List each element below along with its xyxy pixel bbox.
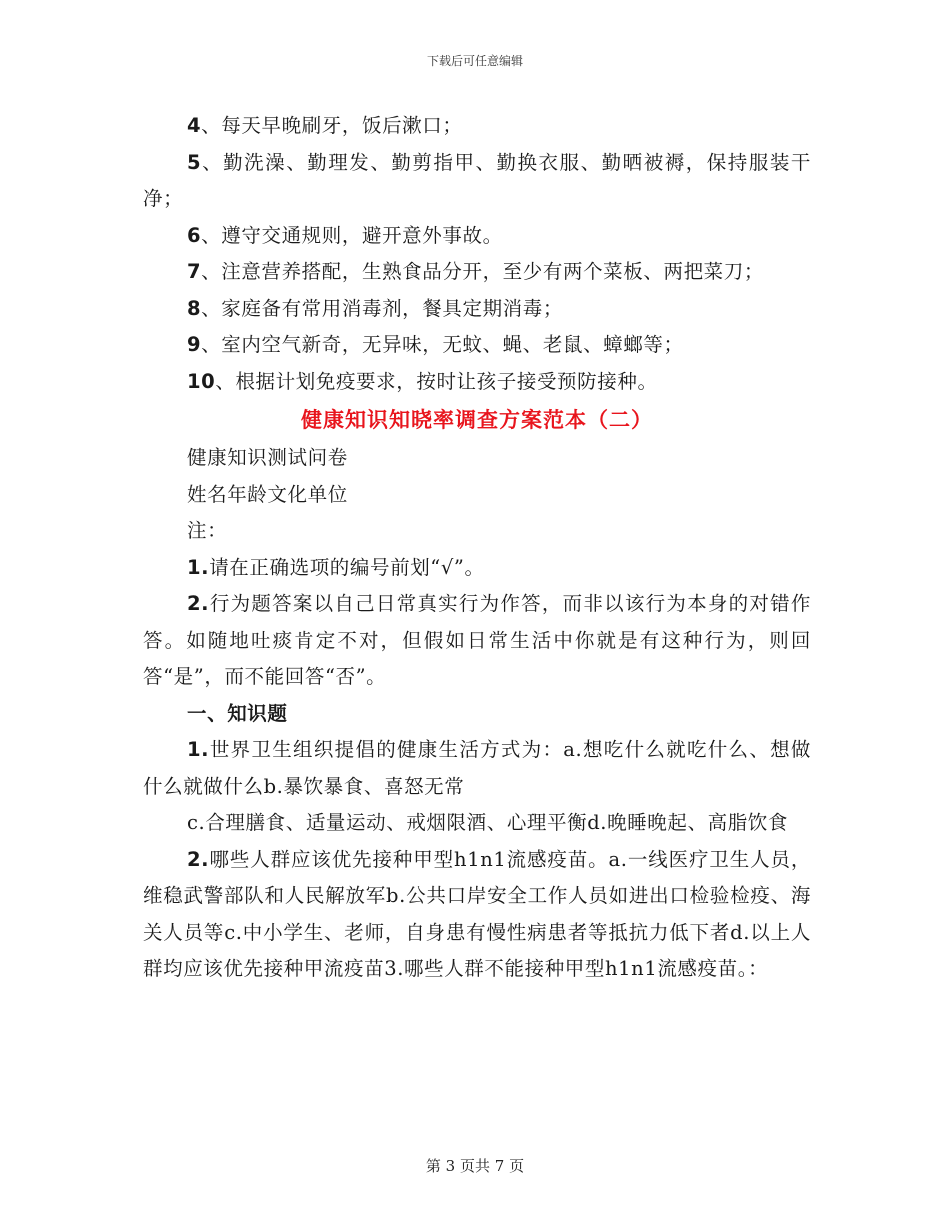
section-heading: 一、知识题 <box>187 701 288 725</box>
list-item: 9、室内空气新奇，无异味，无蚊、蝇、老鼠、蟑螂等； <box>187 333 684 356</box>
question-options: c.合理膳食、适量运动、戒烟限酒、心理平衡d.晚睡晚起、高脂饮食 <box>187 811 789 834</box>
list-item: 10、根据计划免疫要求，按时让孩子接受预防接种。 <box>187 369 658 393</box>
page-footer: 第 3 页共 7 页 <box>425 1157 525 1175</box>
list-item: 8、家庭备有常用消毒剂，餐具定期消毒； <box>187 296 563 320</box>
page-header: 下载后可任意编辑 <box>426 54 523 68</box>
questionnaire-title: 健康知识测试问卷 <box>187 446 348 469</box>
note-item: 1.请在正确选项的编号前划“√”。 <box>187 555 485 579</box>
list-item: 7、注意营养搭配，生熟食品分开，至少有两个菜板、两把菜刀； <box>187 260 764 283</box>
note-item: 2.行为题答案以自己日常真实行为作答，而非以该行为本身的对错作答。如随地吐痰肯定不对，但假如日常生活中你就是有这种行为，则回答“是”，而不能回答“否”。 <box>143 592 811 688</box>
question-item: 2.哪些人群应该优先接种甲型h1n1流感疫苗。a.一线医疗卫生人员，维稳武警部队和人民解放军b.公共口岸安全工作人员如进出口检验检疫、海关人员等c.中小学生、老师，自身患有慢性病患者等抵抗力低下者d.以上人群均应该优先接种甲流疫苗3.哪些人群不能接种甲型h1n1流感疫苗。： <box>143 847 811 980</box>
list-item: 5、勤洗澡、勤理发、勤剪指甲、勤换衣服、勤晒被褥，保持服装干净； <box>143 150 811 210</box>
question-item: 1.世界卫生组织提倡的健康生活方式为：a.想吃什么就吃什么、想做什么就做什么b.暴饮暴食、喜怒无常 <box>143 738 811 798</box>
list-item: 4、每天早晚刷牙，饭后漱口； <box>187 114 463 137</box>
document-body <box>143 108 811 988</box>
note-label: 注： <box>187 519 228 542</box>
fields-line: 姓名年龄文化单位 <box>187 482 348 506</box>
section-title: 健康知识知晓率调查方案范本（二） <box>301 407 653 432</box>
list-item: 6、遵守交通规则，避开意外事故。 <box>187 223 503 247</box>
